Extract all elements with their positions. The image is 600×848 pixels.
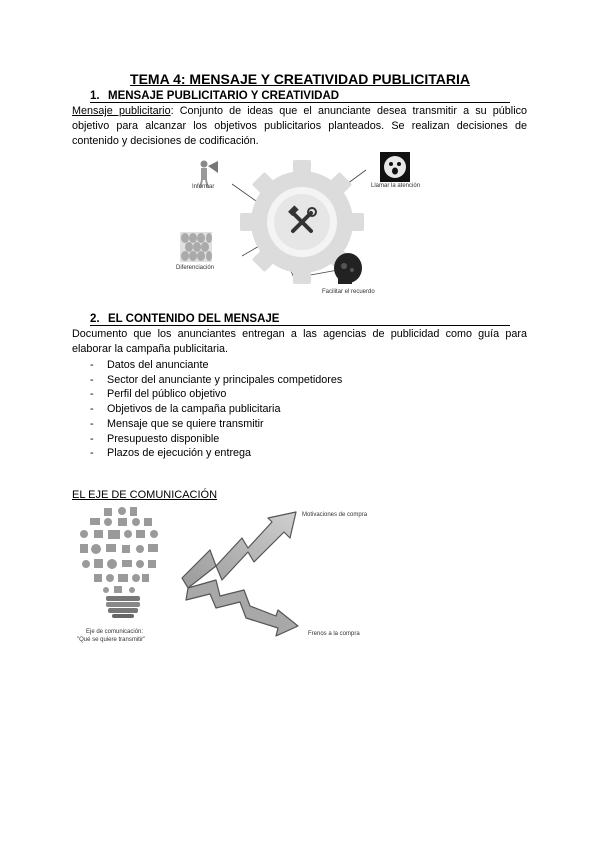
list-item: - Perfil del público objetivo xyxy=(90,387,342,402)
term-definition: : Conjunto de ideas que el anunciante desea transmitir a su público objetivo para alcanzar los objetivos publicitarios planteados. Se realizan decisiones de contenido y decisiones de codificación. xyxy=(72,105,527,147)
list-item: - Plazos de ejecución y entrega xyxy=(90,446,342,461)
section1-number: 1. xyxy=(90,90,100,102)
section1-paragraph xyxy=(72,104,527,149)
arrow-up-icon xyxy=(182,512,296,588)
document-title: TEMA 4: MENSAJE Y CREATIVIDAD PUBLICITARIA xyxy=(130,71,470,87)
icon-lightbulb xyxy=(74,504,170,628)
term-mensaje-publicitario: Mensaje publicitario xyxy=(72,105,171,117)
list-item: - Sector del anunciante y principales competidores xyxy=(90,373,342,388)
list-item: - Datos del anunciante xyxy=(90,358,342,373)
label-llamar-atencion: Llamar la atención xyxy=(371,183,421,189)
section3-heading: EL EJE DE COMUNICACIÓN xyxy=(72,489,218,501)
label-diferenciacion: Diferenciación xyxy=(176,265,215,271)
list-item: - Presupuesto disponible xyxy=(90,432,342,447)
head-memory-icon xyxy=(334,253,362,284)
gear-diagram xyxy=(170,148,430,300)
section2-heading xyxy=(90,313,510,326)
label-motivaciones: Motivaciones de compra xyxy=(302,512,368,518)
content-list xyxy=(90,358,342,461)
surprised-face-icon xyxy=(380,152,410,182)
section2-number: 2. xyxy=(90,313,100,325)
label-facilitar-recuerdo: Facilitar el recuerdo xyxy=(322,289,375,295)
bulb-caption-1: Eje de comunicación: xyxy=(86,629,144,635)
bulb-base-icon xyxy=(106,596,140,618)
label-informar: Informar xyxy=(192,184,215,190)
list-item: - Objetivos de la campaña publicitaria xyxy=(90,402,342,417)
arrow-down-icon xyxy=(186,580,298,636)
section2-intro: Documento que los anunciantes entregan a las agencias de publicidad como guía para elaborar la campaña publicitaria. xyxy=(72,328,527,355)
section1-heading xyxy=(90,90,510,103)
label-frenos: Frenos a la compra xyxy=(308,631,360,637)
section1-heading-text: MENSAJE PUBLICITARIO Y CREATIVIDAD xyxy=(108,90,340,102)
section2-heading-text: EL CONTENIDO DEL MENSAJE xyxy=(108,313,280,325)
list-item: - Mensaje que se quiere transmitir xyxy=(90,417,342,432)
differentiation-pattern-icon xyxy=(180,232,212,262)
zigzag-arrows xyxy=(180,508,310,638)
bulb-caption-2: "Qué se quiere transmitir" xyxy=(77,637,146,643)
